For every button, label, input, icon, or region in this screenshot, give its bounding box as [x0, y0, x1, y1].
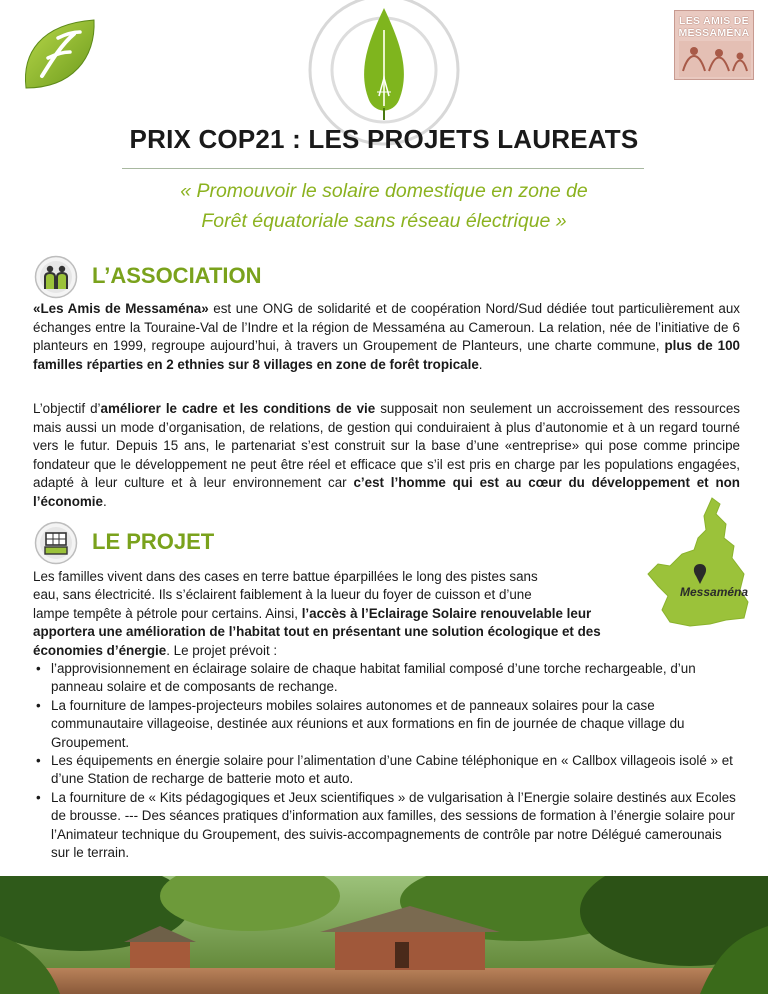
objective-end: . — [102, 493, 107, 509]
objective-text: L’objectif d’ — [33, 401, 101, 416]
project-line-2: eau, sans électricité. Ils s’éclairent faiblement à la lueur du foyer de cuisson et d’une — [33, 587, 532, 603]
project-bullet-list — [33, 660, 738, 862]
objective-conclusion: c’est l’homme qui est au cœur du développement et non l’économie — [33, 475, 740, 509]
amis-de-messamena-logo-icon — [674, 10, 754, 80]
list-item: • La fourniture de lampes-projecteurs mobiles solaires autonomes et de panneaux solaires pour la case communautaire villageoise, destinée aux réunions et aux formations en fin de journée de chaque village du Groupement. — [33, 697, 738, 752]
objective-body: supposait non seulement un accroissement des ressources mais aussi un mode d’organisation, de relations, de gestion qui conduiraient à plus d’autonomie et à un regard tourné vers le futur. Depuis 15 ans, le partenariat s’est construit sur la base d’une «entreprise» qui pose comme principe fondateur que le développement ne peut être réel et efficace que s’il est pris en charge par les populations engagées, adapté à leur culture et à leur environnement car — [33, 401, 740, 491]
project-line-4-highlight: apportera une amélioration de l’habitat tout en présentant une solution écologique et des — [33, 624, 601, 640]
leaf-logo-icon — [18, 14, 100, 96]
project-line-3-text: lampe tempête à pétrole pour certains. Ainsi, — [33, 605, 302, 621]
village-photo-image — [0, 876, 768, 994]
project-line-3-highlight: l’accès à l’Eclairage Solaire renouvelable leur — [301, 605, 592, 621]
project-body — [33, 568, 753, 863]
subtitle-line-2: Forêt équatoriale sans réseau électrique » — [201, 210, 567, 232]
project-line-5 — [33, 642, 753, 660]
association-text: est une ONG de solidarité et de coopération Nord/Sud dédiée tout particulièrement aux échanges entre la Touraine-Val de l’Indre et la région de Messaména au Cameroun. La relation, née de l’initiative de 6 planteurs en 1999, regroupe aujourd’hui, à travers un Groupement de Planteurs, une charte commune, — [33, 301, 740, 354]
project-line-1: Les familles vivent dans des cases en terre battue éparpillées le long des pistes sans — [33, 569, 538, 584]
list-item: • Les équipements en énergie solaire pour l’alimentation d’une Cabine téléphonique en « Callbox villageois isolé » et d’une Station de recharge de batterie moto et auto. — [33, 752, 738, 789]
subtitle-line-1: « Promouvoir le solaire domestique en zone de — [180, 180, 588, 202]
association-highlight: plus de 100 familles réparties en 2 ethnies sur 8 villages en zone de forêt tropicale — [33, 338, 740, 372]
list-item: • l’approvisionnement en éclairage solaire de chaque habitat familial composé d’une torche rechargeable, d’un panneau solaire et de composants de rechange. — [33, 660, 738, 697]
association-paragraph-2 — [33, 400, 740, 512]
map-label: Messaména — [680, 585, 749, 599]
solar-panel-icon — [34, 521, 78, 565]
list-item: • La fourniture de « Kits pédagogiques et Jeux scientifiques » de vulgarisation à l’Energie solaire destinés aux Ecoles de brousse. --- Des séances pratiques d’information aux familles, des sessions de formation à l’énergie solaire pour l’Animateur technique du Groupement, des suivis-accompagnements de contrôle par notre Délégué camerounais sur le terrain. — [33, 789, 738, 863]
objective-highlight: améliorer le cadre et les conditions de vie — [100, 401, 376, 416]
people-icon — [34, 255, 78, 299]
title-divider — [122, 168, 644, 169]
project-line-5-text: . Le projet prévoit : — [166, 642, 278, 658]
project-line-5-highlight: économies d’énergie — [33, 642, 167, 658]
page-title: PRIX COP21 : LES PROJETS LAUREATS — [129, 124, 639, 154]
association-name: «Les Amis de Messaména» — [33, 301, 209, 316]
partner-logo-text: LES AMIS DE MESSAMÉNA — [678, 15, 750, 39]
section-heading-association: L’ASSOCIATION — [92, 263, 262, 288]
association-paragraph-1 — [33, 300, 740, 374]
section-heading-projet: LE PROJET — [92, 529, 215, 554]
association-text-end: . — [478, 356, 483, 372]
project-line-4 — [33, 623, 753, 641]
partner-logo-art — [679, 41, 751, 77]
project-line-3 — [33, 605, 753, 623]
subtitle — [80, 176, 688, 236]
